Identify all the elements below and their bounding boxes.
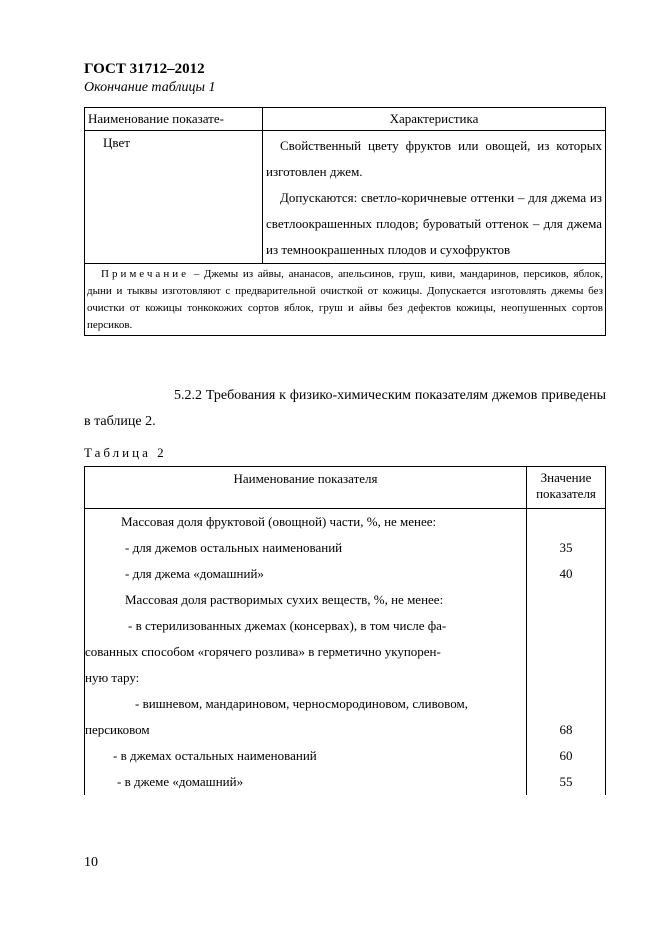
table-2-cell-value — [527, 509, 606, 536]
table-2-cell-text: - в стерилизованных джемах (консервах), в том числе фа- — [85, 613, 527, 639]
table-2-cell-text: - для джемов остальных наименований — [85, 535, 527, 561]
table-2-cell-value — [527, 665, 606, 691]
table-row — [85, 691, 606, 717]
table-2-cell-value: 60 — [527, 743, 606, 769]
table-1-header-name: Наименование показате- — [85, 108, 263, 131]
table-row — [85, 717, 606, 743]
table-continuation-label: Окончание таблицы 1 — [84, 80, 216, 95]
table-1-note-row — [85, 264, 606, 336]
table-1-note — [85, 264, 606, 336]
table-2-cell-text: персиковом — [85, 717, 527, 743]
table-row — [85, 561, 606, 587]
section-paragraph: 5.2.2 Требования к физико-химическим показателям джемов приведены в таблице 2. — [84, 388, 606, 429]
table-1-end — [84, 107, 606, 336]
table-2-cell-value — [527, 639, 606, 665]
table-2-header-value: Значение показателя — [527, 467, 606, 509]
table-2-cell-value: 35 — [527, 535, 606, 561]
table-2-cell-text: сованных способом «горячего розлива» в герметично укупорен- — [85, 639, 527, 665]
table-2-cell-text: Массовая доля растворимых сухих веществ, %, не менее: — [85, 587, 527, 613]
table-2-cell-text: - вишневом, мандариновом, черносмородиновом, сливовом, — [85, 691, 527, 717]
table-2 — [84, 466, 606, 795]
characteristic-paragraph: Допускаются: светло-коричневые оттенки – для джема из светлоокрашенных плодов; буроватый оттенок – для джема из темноокрашенных плодов и сухофруктов — [266, 190, 602, 257]
table-row — [85, 743, 606, 769]
table-row — [85, 131, 606, 264]
page-number: 10 — [84, 855, 98, 870]
table-2-cell-text: - для джема «домашний» — [85, 561, 527, 587]
note-label: Примечание — [101, 268, 189, 280]
table-row — [85, 665, 606, 691]
characteristic-paragraph: Свойственный цвету фруктов или овощей, из которых изготовлен джем. — [266, 138, 602, 179]
table-2-cell-text: - в джеме «домашний» — [85, 769, 527, 795]
table-2-cell-text: ную тару: — [85, 665, 527, 691]
table-row — [85, 613, 606, 639]
table-2-header-row — [85, 467, 606, 509]
note-text: – Джемы из айвы, ананасов, апельсинов, груш, киви, мандаринов, персиков, яблок, дыни и тыквы изготовляют с предварительной очисткой от кожицы. Допускается изготовлять джемы без очистки от кожицы тонкокожих сортов яблок, груш и айвы без дефектов кожицы, неопушенных сортов персиков. — [87, 268, 603, 331]
table-row — [85, 639, 606, 665]
table-2-cell-value — [527, 587, 606, 613]
table-2-cell-text: Массовая доля фруктовой (овощной) части, %, не менее: — [85, 509, 527, 536]
table-2-cell-value: 68 — [527, 717, 606, 743]
table-2-cell-text: - в джемах остальных наименований — [85, 743, 527, 769]
table-1-cell-characteristic — [263, 131, 606, 264]
standard-designation: ГОСТ 31712–2012 — [84, 61, 205, 77]
page-header — [84, 60, 215, 97]
table-2-header-name: Наименование показателя — [85, 467, 527, 509]
table-1-header-characteristic: Характеристика — [263, 108, 606, 131]
table-row — [85, 509, 606, 536]
table-row — [85, 535, 606, 561]
table-2-cell-value: 55 — [527, 769, 606, 795]
table-2-cell-value — [527, 691, 606, 717]
table-2-cell-value — [527, 613, 606, 639]
table-2-cell-value: 40 — [527, 561, 606, 587]
table-1-header-row — [85, 108, 606, 131]
table-row — [85, 769, 606, 795]
table-row — [85, 587, 606, 613]
table-1-cell-name: Цвет — [85, 131, 263, 264]
table-2-caption: Таблица 2 — [84, 445, 167, 460]
